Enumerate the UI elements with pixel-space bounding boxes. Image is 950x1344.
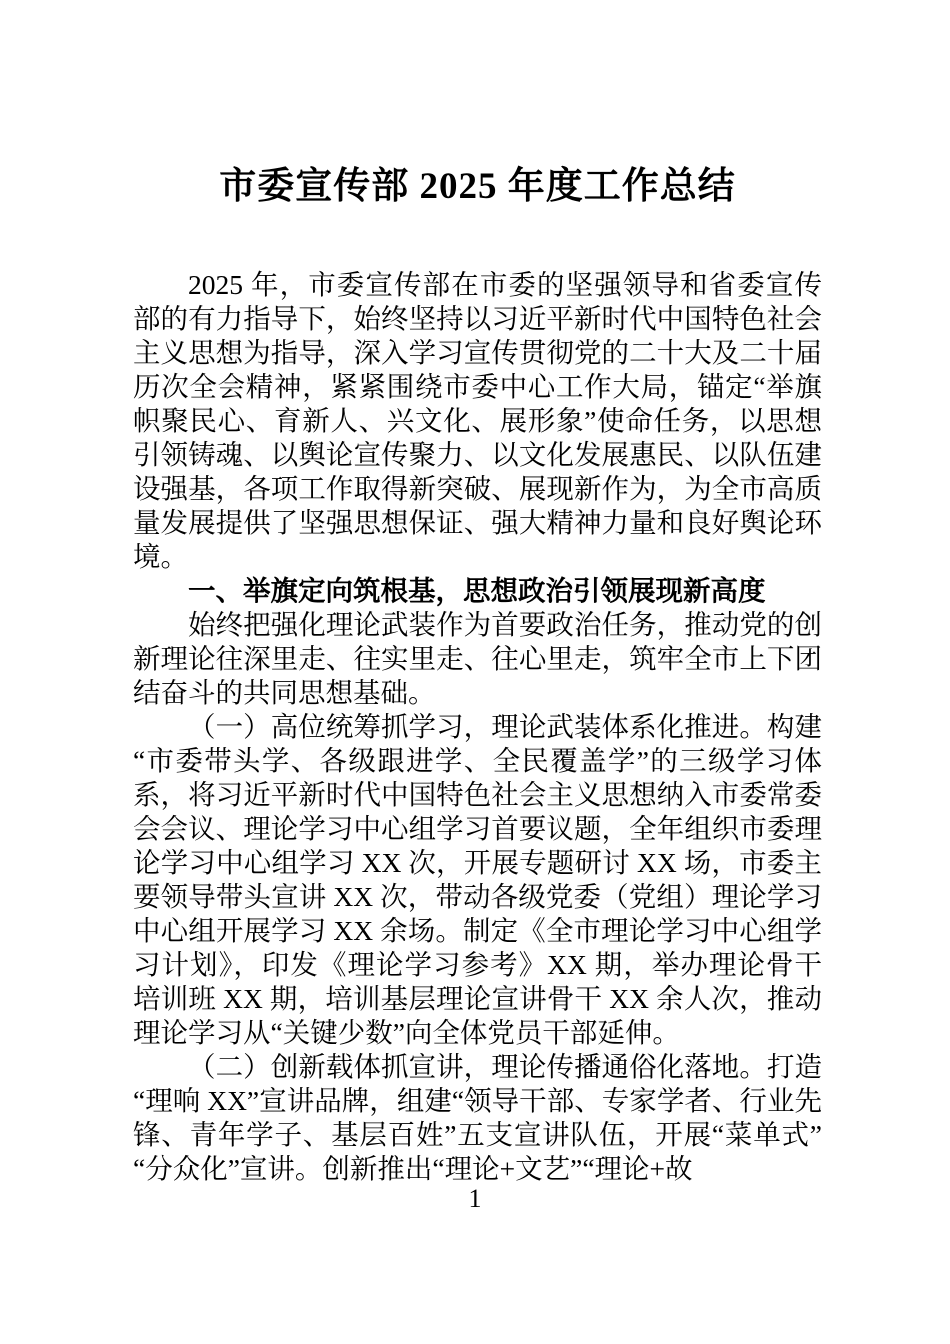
page-number: 1: [468, 1184, 482, 1213]
document-title: 市委宣传部 2025 年度工作总结: [219, 166, 736, 207]
section-1-lead-paragraph: 始终把强化理论武装作为首要政治任务，推动党的创新理论往深里走、往实里走、往心里走，筑牢全市上下团结奋斗的共同思想基础。: [133, 609, 822, 708]
intro-paragraph: 2025 年，市委宣传部在市委的坚强领导和省委宣传部的有力指导下，始终坚持以习近平新时代中国特色社会主义思想为指导，深入学习宣传贯彻党的二十大及二十届历次全会精神，紧紧围绕市委中心工作大局，锚定“举旗帜聚民心、育新人、兴文化、展形象”使命任务，以思想引领铸魂、以舆论宣传聚力、以文化发展惠民、以队伍建设强基，各项工作取得新突破、展现新作为，为全市高质量发展提供了坚强思想保证、强大精神力量和良好舆论环境。: [133, 269, 822, 572]
section-heading-1: 一、举旗定向筑根基，思想政治引领展现新高度: [188, 575, 766, 606]
subsection-1-paragraph: （一）高位统筹抓学习，理论武装体系化推进。构建“市委带头学、各级跟进学、全民覆盖学”的三级学习体系，将习近平新时代中国特色社会主义思想纳入市委常委会会议、理论学习中心组学习首要议题，全年组织市委理论学习中心组学习 XX 次，开展专题研讨 XX 场，市委主要领导带头宣讲 XX 次，带动各级党委（党组）理论学习中心组开展学习 XX 余场。制定《全市理论学习中心组学习计划》，印发《理论学习参考》XX 期，举办理论骨干培训班 XX 期，培训基层理论宣讲骨干 XX 余人次，推动理论学习从“关键少数”向全体党员干部延伸。: [133, 711, 822, 1048]
page-footer: [0, 1184, 950, 1214]
subsection-2-paragraph: （二）创新载体抓宣讲，理论传播通俗化落地。打造“理响 XX”宣讲品牌，组建“领导干部、专家学者、行业先锋、青年学子、基层百姓”五支宣讲队伍，开展“菜单式”“分众化”宣讲。创新推出“理论+文艺”“理论+故: [133, 1051, 822, 1184]
